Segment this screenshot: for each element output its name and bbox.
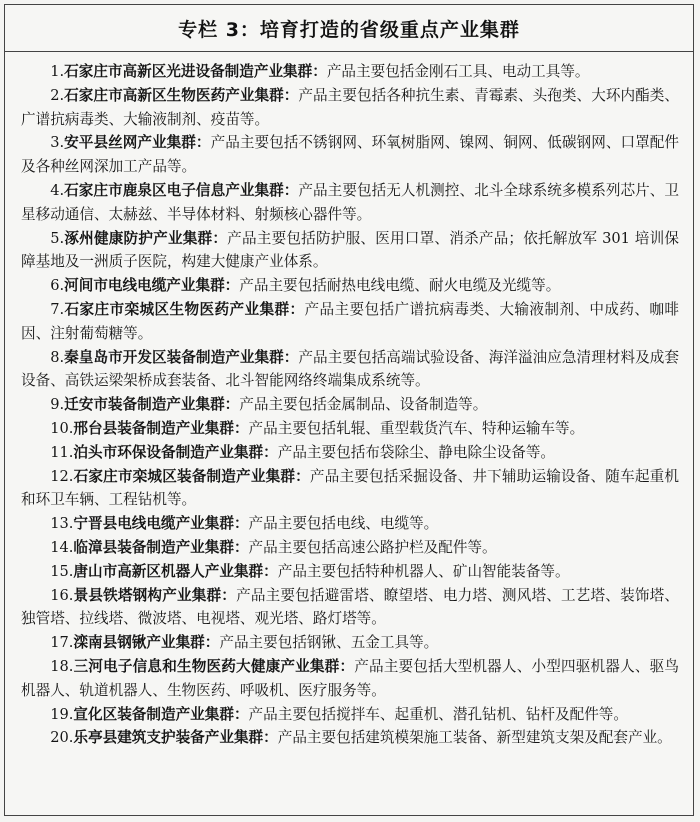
cluster-description: 产品主要包括采掘设备、井下辅助运输设备、随车起重机和环卫车辆、工程钻机等。 xyxy=(21,467,679,509)
cluster-description: 产品主要包括大型机器人、小型四驱机器人、驱鸟机器人、轨道机器人、生物医药、呼吸机、医疗服务等。 xyxy=(21,657,679,699)
list-item xyxy=(21,131,679,179)
list-item xyxy=(21,441,679,465)
item-number: 8. xyxy=(50,348,65,366)
list-item xyxy=(21,179,679,227)
cluster-description: 产品主要包括搅拌车、起重机、潜孔钻机、钻杆及配件等。 xyxy=(248,705,628,723)
item-number: 5. xyxy=(50,229,65,247)
item-number: 19. xyxy=(50,705,74,723)
cluster-name: 临漳县装备制造产业集群： xyxy=(73,538,249,556)
cluster-description: 产品主要包括耐热电线电缆、耐火电缆及光缆等。 xyxy=(239,277,561,295)
item-number: 12. xyxy=(50,467,74,485)
cluster-name: 景县铁塔钢构产业集群： xyxy=(73,586,237,604)
list-item xyxy=(21,465,679,513)
item-number: 15. xyxy=(50,562,74,580)
list-item xyxy=(21,298,679,346)
list-item xyxy=(21,274,679,298)
item-number: 20. xyxy=(50,729,74,747)
cluster-name: 石家庄市栾城区生物医药产业集群： xyxy=(64,300,305,318)
item-number: 3. xyxy=(50,134,65,152)
list-item xyxy=(21,417,679,441)
list-item xyxy=(21,584,679,632)
item-number: 14. xyxy=(50,538,74,556)
list-item xyxy=(21,703,679,727)
cluster-description: 产品主要包括防护服、医用口罩、消杀产品；依托解放军 301 培训保障基地及一洲质子医院，构建大健康产业体系。 xyxy=(21,229,679,271)
cluster-name: 迁安市装备制造产业集群： xyxy=(64,396,240,414)
cluster-description: 产品主要包括布袋除尘、静电除尘设备等。 xyxy=(277,443,556,461)
cluster-name: 涿州健康防护产业集群： xyxy=(64,229,228,247)
cluster-name: 邢台县装备制造产业集群： xyxy=(73,419,249,437)
list-item xyxy=(21,346,679,394)
list-item xyxy=(21,393,679,417)
item-number: 18. xyxy=(50,657,74,675)
list-item xyxy=(21,536,679,560)
cluster-list xyxy=(5,52,693,750)
cluster-name: 三河电子信息和生物医药大健康产业集群： xyxy=(73,657,355,675)
list-item xyxy=(21,512,679,536)
cluster-name: 秦皇岛市开发区装备制造产业集群： xyxy=(64,348,299,366)
list-item xyxy=(21,655,679,703)
cluster-name: 安平县丝网产业集群： xyxy=(64,134,211,152)
item-number: 4. xyxy=(50,181,65,199)
list-item xyxy=(21,84,679,132)
item-number: 7. xyxy=(50,300,65,318)
item-number: 16. xyxy=(50,586,74,604)
cluster-description: 产品主要包括金刚石工具、电动工具等。 xyxy=(326,63,590,80)
cluster-description: 产品主要包括高速公路护栏及配件等。 xyxy=(248,538,497,556)
cluster-description: 产品主要包括钢锹、五金工具等。 xyxy=(219,634,439,652)
cluster-description: 产品主要包括避雷塔、瞭望塔、电力塔、测风塔、工艺塔、装饰塔、独管塔、拉线塔、微波塔、电视塔、观光塔、路灯塔等。 xyxy=(21,586,679,628)
cluster-description: 产品主要包括电线、电缆等。 xyxy=(248,515,439,533)
item-number: 2. xyxy=(50,86,65,104)
item-number: 6. xyxy=(50,277,65,295)
cluster-name: 石家庄市鹿泉区电子信息产业集群： xyxy=(64,181,299,199)
cluster-description: 产品主要包括建筑模架施工装备、新型建筑支架及配套产业。 xyxy=(277,729,672,747)
item-number: 17. xyxy=(50,634,74,652)
cluster-description: 产品主要包括金属制品、设备制造等。 xyxy=(239,396,488,414)
cluster-description: 产品主要包括各种抗生素、青霉素、头孢类、大环内酯类、广谱抗病毒类、大输液制剂、疫苗等。 xyxy=(21,86,679,128)
list-item xyxy=(21,726,679,750)
cluster-name: 宁晋县电线电缆产业集群： xyxy=(73,515,249,533)
cluster-name: 宣化区装备制造产业集群： xyxy=(73,705,249,723)
cluster-name: 泊头市环保设备制造产业集群： xyxy=(73,443,278,461)
cluster-description: 产品主要包括轧辊、重型载货汽车、特种运输车等。 xyxy=(248,419,585,437)
cluster-description: 产品主要包括广谱抗病毒类、大输液制剂、中成药、咖啡因、注射葡萄糖等。 xyxy=(21,300,679,342)
item-number: 1. xyxy=(50,63,65,80)
cluster-name: 石家庄市栾城区装备制造产业集群： xyxy=(73,467,310,485)
cluster-description: 产品主要包括不锈钢网、环氧树脂网、镍网、铜网、低碳钢网、口罩配件及各种丝网深加工产品等。 xyxy=(21,134,679,176)
cluster-name: 石家庄市高新区光进设备制造产业集群： xyxy=(64,63,327,80)
item-number: 13. xyxy=(50,515,74,533)
list-item xyxy=(21,227,679,275)
cluster-name: 唐山市高新区机器人产业集群： xyxy=(73,562,278,580)
column-box xyxy=(4,4,694,816)
item-number: 10. xyxy=(50,419,74,437)
cluster-name: 滦南县钢锹产业集群： xyxy=(73,634,220,652)
column-title: 专栏 3：培育打造的省级重点产业集群 xyxy=(5,5,693,52)
list-item xyxy=(21,560,679,584)
list-item xyxy=(21,631,679,655)
item-number: 11. xyxy=(50,443,74,461)
cluster-description: 产品主要包括高端试验设备、海洋溢油应急清理材料及成套设备、高铁运梁架桥成套装备、北斗智能网络终端集成系统等。 xyxy=(21,348,679,390)
item-number: 9. xyxy=(50,396,65,414)
cluster-name: 河间市电线电缆产业集群： xyxy=(64,277,240,295)
list-item xyxy=(21,60,679,84)
cluster-name: 乐亭县建筑支护装备产业集群： xyxy=(73,729,278,747)
cluster-description: 产品主要包括无人机测控、北斗全球系统多模系列芯片、卫星移动通信、太赫兹、半导体材料、射频核心器件等。 xyxy=(21,181,679,223)
cluster-description: 产品主要包括特种机器人、矿山智能装备等。 xyxy=(277,562,570,580)
cluster-name: 石家庄市高新区生物医药产业集群： xyxy=(64,86,299,104)
